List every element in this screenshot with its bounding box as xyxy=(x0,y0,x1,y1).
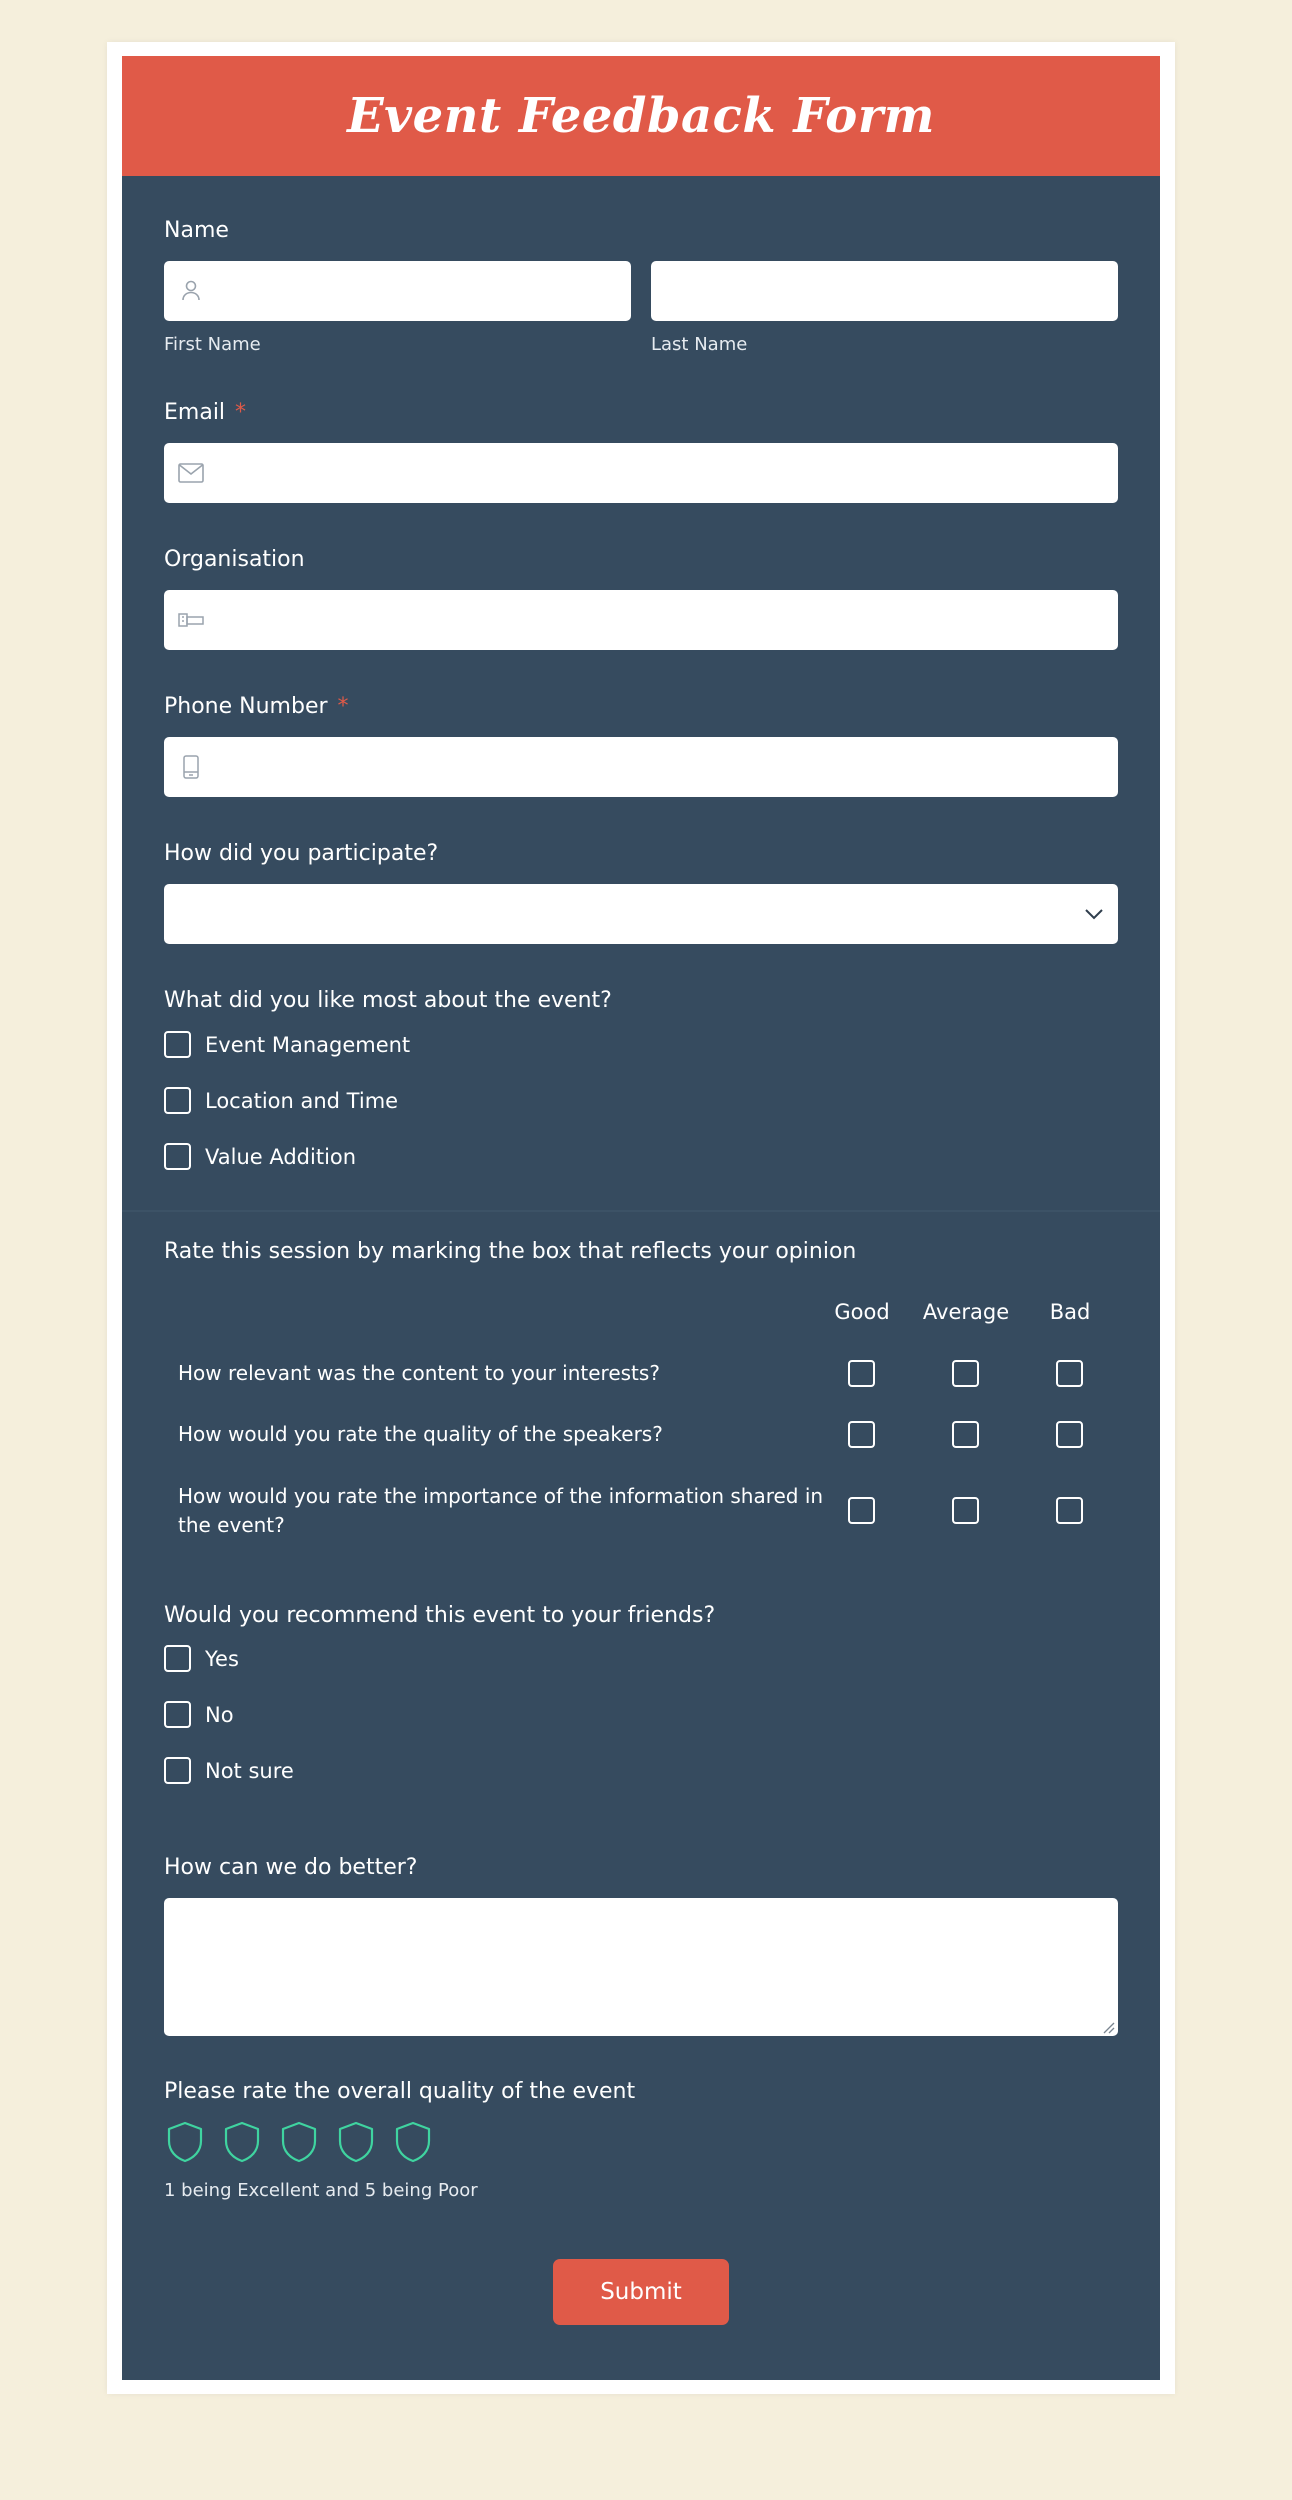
option-no: No xyxy=(205,1703,234,1727)
option-yes: Yes xyxy=(205,1647,239,1671)
checkbox-not-sure[interactable] xyxy=(164,1757,191,1784)
matrix-question: How would you rate the importance of the information shared in the event? xyxy=(178,1484,824,1537)
overall-label: Please rate the overall quality of the event xyxy=(164,2079,636,2104)
option-location-and-time: Location and Time xyxy=(205,1089,399,1113)
organisation-label: Organisation xyxy=(164,547,305,572)
submit-button[interactable]: Submit xyxy=(553,2259,729,2325)
column-bad: Bad xyxy=(1049,1300,1091,1324)
matrix-question: How relevant was the content to your interests? xyxy=(178,1361,660,1385)
option-value-addition: Value Addition xyxy=(205,1145,357,1169)
participate-select[interactable] xyxy=(164,884,1118,944)
first-name-input[interactable] xyxy=(164,261,631,321)
matrix-radio-average[interactable] xyxy=(952,1497,979,1524)
form-header xyxy=(122,56,1160,176)
shield-icon[interactable] xyxy=(394,2121,432,2163)
building-icon xyxy=(178,607,204,633)
email-label-text: Email xyxy=(164,400,226,425)
form-title: Event Feedback Form xyxy=(347,88,935,144)
phone-label-text: Phone Number xyxy=(164,694,328,719)
matrix-radio-average[interactable] xyxy=(952,1421,979,1448)
participate-label: How did you participate? xyxy=(164,841,439,866)
matrix-radio-good[interactable] xyxy=(848,1497,875,1524)
required-asterisk: * xyxy=(235,400,247,425)
matrix-radio-bad[interactable] xyxy=(1056,1421,1083,1448)
shield-icon[interactable] xyxy=(223,2121,261,2163)
resize-handle-icon[interactable] xyxy=(1101,2019,1115,2033)
phone-label xyxy=(164,694,349,719)
shield-icon[interactable] xyxy=(166,2121,204,2163)
checkbox-yes[interactable] xyxy=(164,1645,191,1672)
matrix-radio-bad[interactable] xyxy=(1056,1360,1083,1387)
overall-hint: 1 being Excellent and 5 being Poor xyxy=(164,2180,478,2201)
user-icon xyxy=(178,278,204,304)
checkbox-no[interactable] xyxy=(164,1701,191,1728)
email-field[interactable] xyxy=(164,443,1118,503)
matrix-radio-average[interactable] xyxy=(952,1360,979,1387)
last-name-input[interactable] xyxy=(651,261,1118,321)
checkbox-value-addition[interactable] xyxy=(164,1143,191,1170)
chevron-down-icon xyxy=(1084,905,1104,924)
better-textarea[interactable] xyxy=(164,1898,1118,2036)
option-event-management: Event Management xyxy=(205,1033,411,1057)
email-label xyxy=(164,400,246,425)
checkbox-location-and-time[interactable] xyxy=(164,1087,191,1114)
last-name-sublabel: Last Name xyxy=(651,334,748,355)
section-divider xyxy=(122,1210,1160,1212)
phone-icon xyxy=(178,754,204,780)
shield-icon[interactable] xyxy=(280,2121,318,2163)
envelope-icon xyxy=(178,460,204,486)
form-body xyxy=(122,176,1160,2380)
rate-session-label: Rate this session by marking the box that reflects your opinion xyxy=(164,1239,857,1264)
shield-icon[interactable] xyxy=(337,2121,375,2163)
organisation-field[interactable] xyxy=(164,590,1118,650)
recommend-label: Would you recommend this event to your friends? xyxy=(164,1603,716,1628)
better-label: How can we do better? xyxy=(164,1855,418,1880)
liked-label: What did you like most about the event? xyxy=(164,988,612,1013)
checkbox-event-management[interactable] xyxy=(164,1031,191,1058)
first-name-sublabel: First Name xyxy=(164,334,261,355)
column-average: Average xyxy=(922,1300,1010,1324)
matrix-radio-good[interactable] xyxy=(848,1421,875,1448)
phone-field[interactable] xyxy=(164,737,1118,797)
matrix-radio-good[interactable] xyxy=(848,1360,875,1387)
option-not-sure: Not sure xyxy=(205,1759,294,1783)
matrix-radio-bad[interactable] xyxy=(1056,1497,1083,1524)
matrix-question: How would you rate the quality of the speakers? xyxy=(178,1422,663,1446)
name-label: Name xyxy=(164,218,229,243)
column-good: Good xyxy=(834,1300,890,1324)
required-asterisk: * xyxy=(337,694,349,719)
